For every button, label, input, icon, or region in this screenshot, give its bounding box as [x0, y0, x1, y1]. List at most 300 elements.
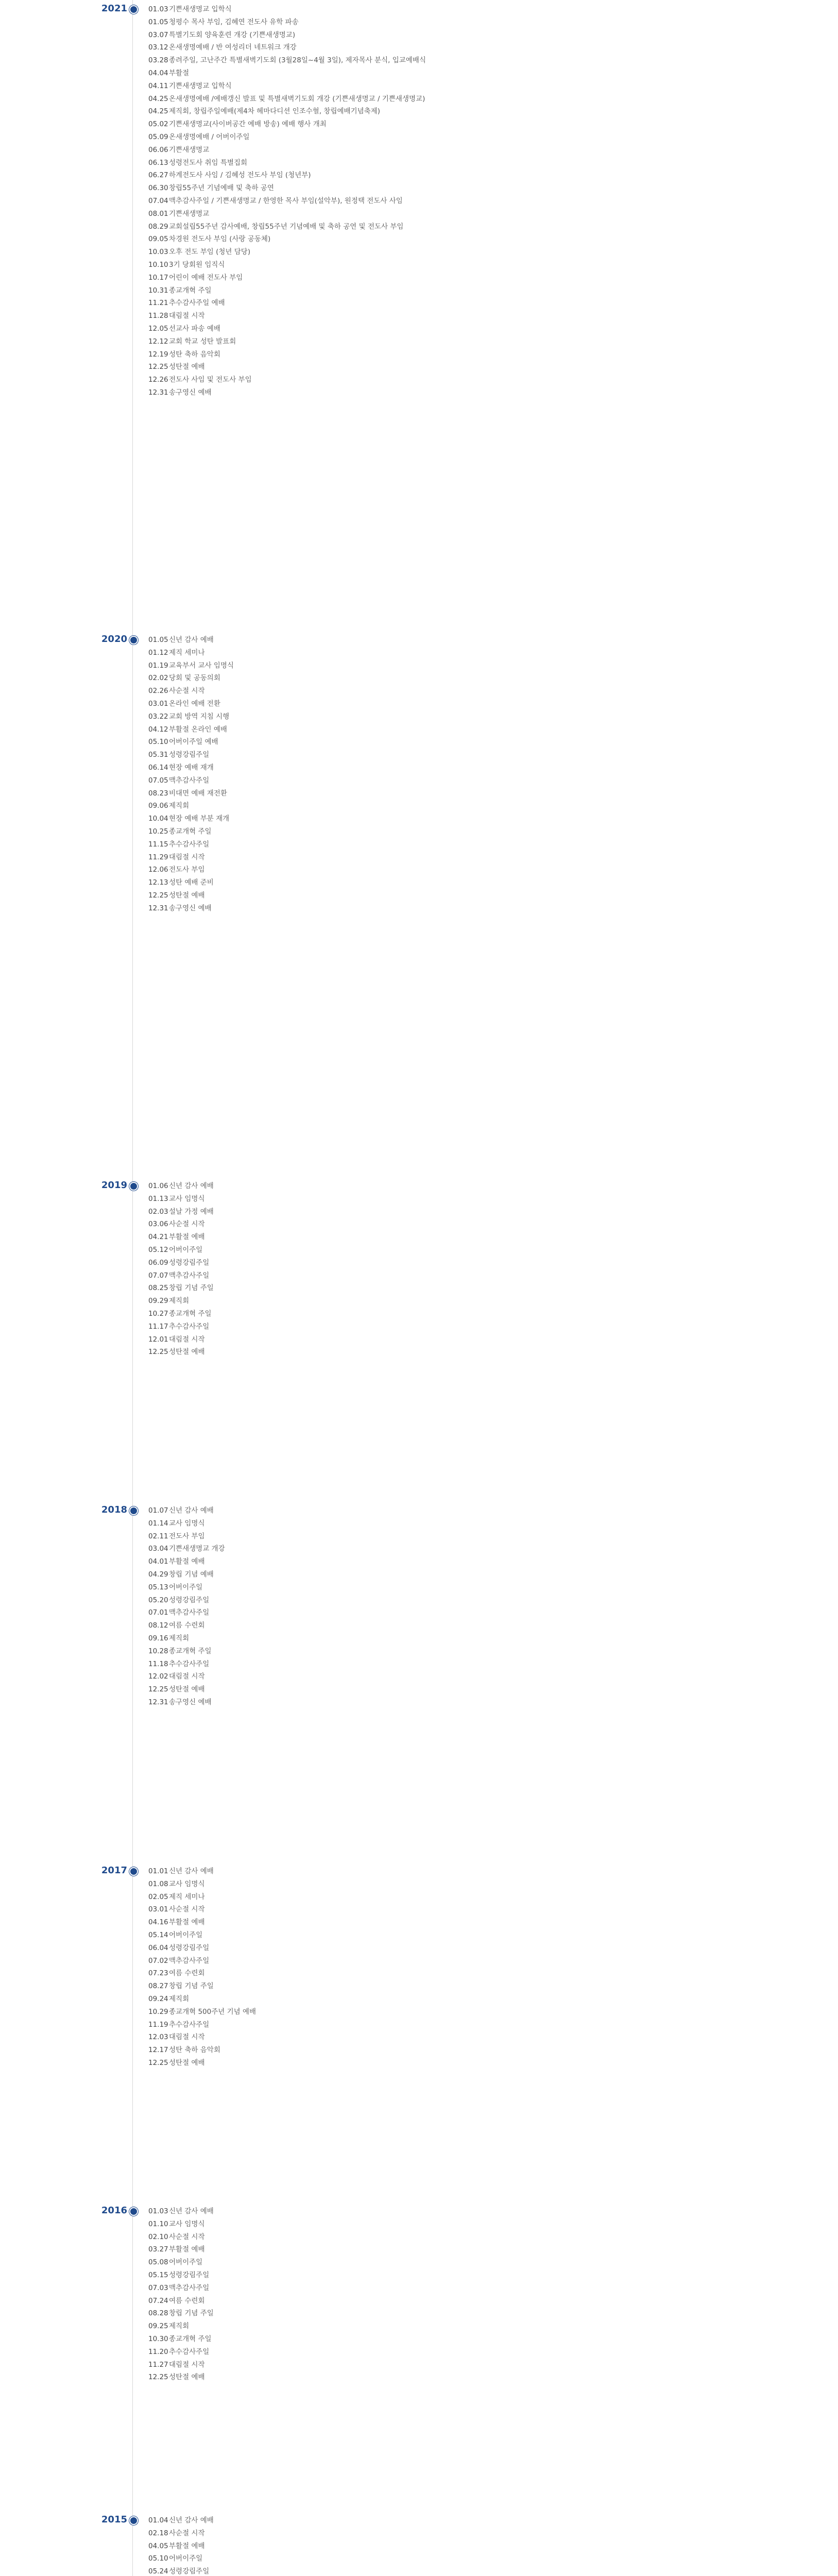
- entry-date: 12.02: [148, 1672, 168, 1681]
- entry-text: 전도사 부임: [169, 1532, 205, 1540]
- history-entry: [148, 800, 808, 812]
- entry-date: 05.14: [148, 1930, 168, 1939]
- entry-date: 02.10: [148, 2232, 168, 2241]
- history-entry: [148, 1193, 808, 1206]
- entry-text: 추수감사주일 예배: [169, 299, 225, 308]
- entry-text: 현장 예배 부분 재개: [169, 815, 230, 823]
- history-entry: [148, 2256, 808, 2269]
- year-heading: 2021: [101, 3, 127, 14]
- entry-date: 02.18: [148, 2529, 168, 2537]
- entry-text: 성탄절 예배: [169, 363, 205, 371]
- entry-text: 교사 임명식: [169, 1879, 205, 1888]
- history-entry: [148, 685, 808, 698]
- history-entry: [148, 2205, 808, 2218]
- entry-date: 09.25: [148, 2322, 168, 2331]
- history-entry: [148, 2540, 808, 2553]
- entry-date: 11.21: [148, 299, 168, 308]
- history-entry: [148, 374, 808, 386]
- entry-date: 12.26: [148, 376, 168, 384]
- entry-date: 04.21: [148, 1233, 168, 1242]
- entry-text: 맥추감사주일: [169, 1271, 210, 1280]
- history-entry: [148, 2552, 808, 2565]
- entry-text: 제직회: [169, 2322, 190, 2331]
- entry-date: 04.12: [148, 725, 168, 734]
- entry-date: 03.06: [148, 1220, 168, 1229]
- entry-date: 01.10: [148, 2219, 168, 2228]
- entry-text: 제직회: [169, 802, 190, 810]
- history-entry: [148, 29, 808, 42]
- entry-date: 04.01: [148, 1557, 168, 1566]
- entry-text: 하계전도사 사임 / 김혜성 전도사 부임 (청년부): [169, 171, 311, 180]
- entry-date: 01.03: [148, 2207, 168, 2215]
- entry-date: 12.25: [148, 2058, 168, 2067]
- entry-text: 송구영신 예배: [169, 388, 212, 397]
- entry-text: 부활절 예배: [169, 2541, 205, 2550]
- entry-text: 차경원 전도사 부임 (사랑 공동체): [169, 235, 271, 244]
- timeline-axis: [132, 0, 133, 2576]
- entry-text: 교회 방역 지침 시행: [169, 712, 230, 721]
- entry-text: 성탄절 예배: [169, 2373, 205, 2382]
- entry-text: 당회 및 공동의회: [169, 674, 220, 683]
- entry-date: 03.07: [148, 30, 168, 39]
- entry-text: 교사 임명식: [169, 1194, 205, 1203]
- entry-text: 기쁜새생명교: [169, 145, 210, 154]
- entry-text: 신년 감사 예배: [169, 2516, 214, 2524]
- history-entry: [148, 863, 808, 876]
- entry-date: 04.25: [148, 107, 168, 116]
- history-entry: [148, 1619, 808, 1632]
- history-entry: [148, 2346, 808, 2359]
- history-entry: [148, 736, 808, 749]
- history-entry: [148, 698, 808, 710]
- entry-text: 추수감사주일: [169, 1659, 210, 1668]
- entry-date: 03.01: [148, 699, 168, 708]
- history-entry: [148, 1955, 808, 1968]
- history-entry: [148, 876, 808, 889]
- entry-date: 08.12: [148, 1621, 168, 1630]
- history-entry: [148, 2514, 808, 2527]
- year-entries: [148, 634, 808, 915]
- entry-date: 05.09: [148, 132, 168, 141]
- history-entry: [148, 259, 808, 272]
- history-entry: [148, 54, 808, 67]
- entry-date: 10.25: [148, 827, 168, 836]
- entry-date: 10.10: [148, 260, 168, 269]
- entry-text: 여름 수련회: [169, 1621, 205, 1630]
- entry-text: 추수감사주일: [169, 2020, 210, 2029]
- entry-text: 성탄 축하 음악회: [169, 350, 220, 359]
- entry-date: 11.29: [148, 853, 168, 861]
- entry-text: 신년 감사 예배: [169, 1182, 214, 1190]
- history-entry: [148, 1865, 808, 1878]
- entry-date: 07.05: [148, 776, 168, 785]
- entry-date: 07.24: [148, 2296, 168, 2305]
- history-entry: [148, 1942, 808, 1955]
- entry-text: 대림절 시작: [169, 2360, 205, 2369]
- history-entry: [148, 2243, 808, 2256]
- entry-date: 07.07: [148, 1271, 168, 1280]
- entry-date: 04.16: [148, 1918, 168, 1927]
- history-entry: [148, 233, 808, 246]
- history-entry: [148, 2218, 808, 2231]
- entry-date: 09.24: [148, 1994, 168, 2003]
- entry-text: 종교개혁 주일: [169, 286, 212, 295]
- history-entry: [148, 647, 808, 659]
- entry-text: 기쁜새생명교 입학식: [169, 81, 232, 90]
- entry-text: 신년 감사 예배: [169, 1867, 214, 1875]
- entry-text: 대림절 시작: [169, 2033, 205, 2042]
- entry-date: 03.12: [148, 43, 168, 52]
- entry-text: 청평수 목사 부임, 김혜연 전도사 유학 파송: [169, 18, 299, 26]
- entry-text: 선교사 파송 예배: [169, 324, 220, 333]
- entry-date: 07.04: [148, 196, 168, 205]
- entry-date: 05.31: [148, 751, 168, 759]
- entry-text: 특별기도회 양육훈련 개강 (기쁜새생명교): [169, 30, 296, 39]
- entry-text: 제직회, 창립주일예배(제4차 헤마다디션 인조수혈, 창립예배기념축제): [169, 107, 381, 116]
- history-entry: [148, 169, 808, 182]
- entry-text: 어버이주일: [169, 1245, 203, 1254]
- entry-text: 제직회: [169, 1634, 190, 1642]
- entry-date: 08.29: [148, 222, 168, 231]
- entry-date: 06.27: [148, 171, 168, 180]
- year-marker-dot: [129, 2207, 138, 2216]
- entry-date: 05.10: [148, 2554, 168, 2563]
- entry-text: 사순절 시작: [169, 1905, 205, 1914]
- entry-date: 12.25: [148, 363, 168, 371]
- year-heading: 2017: [101, 1865, 127, 1876]
- entry-date: 11.27: [148, 2360, 168, 2369]
- entry-date: 07.23: [148, 1969, 168, 1978]
- entry-date: 07.02: [148, 1956, 168, 1965]
- entry-date: 03.27: [148, 2245, 168, 2254]
- history-entry: [148, 2359, 808, 2371]
- entry-date: 01.19: [148, 661, 168, 670]
- entry-date: 08.01: [148, 209, 168, 218]
- history-entry: [148, 749, 808, 761]
- history-entry: [148, 297, 808, 310]
- entry-text: 성령강림주일: [169, 2270, 210, 2279]
- entry-date: 01.08: [148, 1879, 168, 1888]
- year-entries: [148, 1865, 808, 2070]
- entry-text: 맥추감사주일: [169, 1608, 210, 1617]
- entry-text: 사순절 시작: [169, 687, 205, 696]
- entry-date: 07.03: [148, 2283, 168, 2292]
- entry-date: 02.11: [148, 1532, 168, 1540]
- history-entry: [148, 41, 808, 54]
- entry-text: 부활절 온라인 예배: [169, 725, 227, 734]
- year-heading: 2018: [101, 1504, 127, 1515]
- history-entry: [148, 2057, 808, 2070]
- history-entry: [148, 1333, 808, 1346]
- history-entry: [148, 195, 808, 208]
- entry-text: 기쁜새생명교(사이버공간 예배 방송) 예배 행사 개최: [169, 120, 327, 129]
- entry-text: 부활절 예배: [169, 2245, 205, 2254]
- entry-text: 성탄절 예배: [169, 1348, 205, 1357]
- entry-date: 02.26: [148, 687, 168, 696]
- entry-date: 10.04: [148, 815, 168, 823]
- entry-date: 10.03: [148, 248, 168, 257]
- entry-text: 교회설립55주년 감사예배, 창립55주년 기념예배 및 축하 공연 및 전도사 부임: [169, 222, 404, 231]
- history-entry: [148, 1269, 808, 1282]
- entry-date: 01.13: [148, 1194, 168, 1203]
- entry-date: 02.05: [148, 1892, 168, 1901]
- history-entry: [148, 310, 808, 323]
- entry-text: 창립 기념 예배: [169, 1570, 214, 1579]
- entry-date: 11.20: [148, 2347, 168, 2356]
- entry-date: 10.29: [148, 2007, 168, 2016]
- year-entries: [148, 1504, 808, 1709]
- entry-text: 종교개혁 주일: [169, 827, 212, 836]
- entry-date: 12.19: [148, 350, 168, 359]
- history-entry: [148, 284, 808, 297]
- entry-date: 10.28: [148, 1647, 168, 1655]
- entry-text: 신년 감사 예배: [169, 636, 214, 644]
- history-entry: [148, 659, 808, 672]
- history-entry: [148, 2371, 808, 2384]
- entry-date: 12.25: [148, 1685, 168, 1694]
- entry-date: 06.14: [148, 763, 168, 772]
- year-heading: 2015: [101, 2514, 127, 2525]
- entry-date: 12.31: [148, 388, 168, 397]
- entry-text: 어버이주일 예배: [169, 738, 218, 747]
- entry-date: 09.06: [148, 802, 168, 810]
- entry-text: 제직회: [169, 1297, 190, 1306]
- entry-date: 12.25: [148, 891, 168, 900]
- entry-date: 01.07: [148, 1506, 168, 1515]
- entry-date: 05.08: [148, 2258, 168, 2267]
- history-entry: [148, 16, 808, 29]
- entry-text: 온새생명예배 / 어버이주일: [169, 132, 250, 141]
- history-entry: [148, 2019, 808, 2031]
- entry-text: 성령강림주일: [169, 1943, 210, 1952]
- entry-text: 부활절 예배: [169, 1918, 205, 1927]
- history-entry: [148, 812, 808, 825]
- history-entry: [148, 2320, 808, 2333]
- entry-date: 01.03: [148, 5, 168, 13]
- history-entry: [148, 1903, 808, 1916]
- history-entry: [148, 182, 808, 195]
- entry-text: 기쁜새생명교 입학식: [169, 5, 232, 13]
- entry-text: 종교개혁 주일: [169, 1309, 212, 1318]
- history-entry: [148, 1517, 808, 1530]
- entry-text: 성령강림주일: [169, 2567, 210, 2576]
- entry-text: 오후 전도 부임 (청년 담당): [169, 248, 251, 257]
- entry-text: 창립 기념 주일: [169, 1284, 214, 1293]
- entry-text: 종교개혁 주일: [169, 1647, 212, 1655]
- history-entry: [148, 1308, 808, 1320]
- entry-date: 05.13: [148, 1583, 168, 1591]
- entry-text: 성탄 축하 음악회: [169, 2046, 220, 2055]
- history-entry: [148, 2006, 808, 2019]
- entry-text: 신년 감사 예배: [169, 2207, 214, 2215]
- entry-text: 사순절 시작: [169, 1220, 205, 1229]
- entry-text: 성령강림주일: [169, 1258, 210, 1267]
- history-entry: [148, 246, 808, 259]
- history-entry: [148, 1320, 808, 1333]
- history-entry: [148, 1594, 808, 1607]
- entry-date: 01.01: [148, 1867, 168, 1875]
- entry-date: 06.30: [148, 184, 168, 193]
- history-entry: [148, 348, 808, 361]
- entry-date: 05.02: [148, 120, 168, 129]
- entry-text: 부활절: [169, 69, 190, 77]
- entry-text: 어린이 예배 전도사 부임: [169, 273, 243, 282]
- entry-text: 여름 수련회: [169, 2296, 205, 2305]
- entry-text: 설날 가정 예배: [169, 1207, 214, 1216]
- entry-text: 교사 임명식: [169, 2219, 205, 2228]
- entry-text: 교회 학교 성탄 발표회: [169, 337, 236, 346]
- entry-text: 창립 기념 주일: [169, 2309, 214, 2318]
- entry-date: 03.22: [148, 712, 168, 721]
- entry-text: 성탄절 예배: [169, 891, 205, 900]
- history-entry: [148, 2231, 808, 2244]
- entry-text: 제직 세미나: [169, 1892, 205, 1901]
- entry-date: 05.12: [148, 1245, 168, 1254]
- entry-text: 맥추감사주일 / 기쁜새생명교 / 한영한 목사 부임(설악부), 원정택 전도사 사임: [169, 196, 403, 205]
- history-entry: [148, 1878, 808, 1891]
- history-entry: [148, 1282, 808, 1295]
- entry-text: 창립55주년 기념예배 및 축하 공연: [169, 184, 274, 193]
- history-entry: [148, 1929, 808, 1942]
- entry-date: 11.15: [148, 840, 168, 849]
- year-heading: 2020: [101, 634, 127, 645]
- history-entry: [148, 67, 808, 80]
- entry-date: 04.25: [148, 94, 168, 103]
- entry-date: 12.03: [148, 2033, 168, 2042]
- history-entry: [148, 902, 808, 915]
- entry-date: 12.12: [148, 337, 168, 346]
- year-entries: [148, 2514, 808, 2576]
- entry-date: 06.13: [148, 158, 168, 167]
- history-entry: [148, 80, 808, 93]
- entry-date: 01.06: [148, 1182, 168, 1190]
- entry-text: 부활절 예배: [169, 1557, 205, 1566]
- history-entry: [148, 386, 808, 399]
- entry-date: 10.17: [148, 273, 168, 282]
- entry-date: 10.27: [148, 1309, 168, 1318]
- entry-text: 송구영신 예배: [169, 904, 212, 912]
- history-entry: [148, 2307, 808, 2320]
- year-marker-dot: [129, 2516, 138, 2525]
- entry-text: 교육부서 교사 임명식: [169, 661, 234, 670]
- history-entry: [148, 723, 808, 736]
- entry-date: 09.16: [148, 1634, 168, 1642]
- entry-date: 04.04: [148, 69, 168, 77]
- history-entry: [148, 761, 808, 774]
- year-entries: [148, 3, 808, 399]
- entry-date: 03.01: [148, 1905, 168, 1914]
- entry-date: 08.23: [148, 789, 168, 798]
- year-heading: 2016: [101, 2205, 127, 2216]
- history-entry: [148, 774, 808, 787]
- history-entry: [148, 634, 808, 647]
- history-entry: [148, 1244, 808, 1257]
- history-entry: [148, 361, 808, 374]
- entry-text: 부활절 예배: [169, 1233, 205, 1242]
- entry-text: 기쁜새생명교: [169, 209, 210, 218]
- entry-text: 교사 임명식: [169, 1519, 205, 1528]
- history-entry: [148, 838, 808, 851]
- entry-date: 04.29: [148, 1570, 168, 1579]
- history-entry: [148, 221, 808, 233]
- entry-date: 12.13: [148, 878, 168, 887]
- history-entry: [148, 1206, 808, 1218]
- entry-text: 종려주일, 고난주간 특별새벽기도회 (3월28일~4월 3일), 제자목사 분식, 입교예배식: [169, 56, 426, 65]
- history-entry: [148, 1568, 808, 1581]
- history-entry: [148, 323, 808, 335]
- year-marker-dot: [129, 1182, 138, 1191]
- entry-text: 전도사 사임 및 전도사 부임: [169, 376, 252, 384]
- history-entry: [148, 3, 808, 16]
- entry-text: 대림절 시작: [169, 853, 205, 861]
- entry-date: 11.18: [148, 1659, 168, 1668]
- entry-date: 08.25: [148, 1284, 168, 1293]
- entry-text: 대림절 시작: [169, 1335, 205, 1344]
- history-entry: [148, 851, 808, 864]
- entry-date: 06.09: [148, 1258, 168, 1267]
- history-entry: [148, 1504, 808, 1517]
- entry-date: 08.28: [148, 2309, 168, 2318]
- entry-date: 10.30: [148, 2334, 168, 2343]
- history-entry: [148, 1555, 808, 1568]
- entry-date: 11.17: [148, 1322, 168, 1331]
- entry-text: 성탄절 예배: [169, 1685, 205, 1694]
- history-entry: [148, 672, 808, 685]
- entry-date: 12.01: [148, 1335, 168, 1344]
- history-entry: [148, 272, 808, 284]
- entry-text: 사순절 시작: [169, 2232, 205, 2241]
- history-entry: [148, 1257, 808, 1269]
- history-entry: [148, 144, 808, 157]
- entry-text: 성령강림주일: [169, 1596, 210, 1604]
- entry-text: 비대면 예배 재전환: [169, 789, 227, 798]
- entry-text: 여름 수련회: [169, 1969, 205, 1978]
- entry-text: 기쁜새생명교 개강: [169, 1545, 225, 1553]
- entry-date: 09.29: [148, 1297, 168, 1306]
- entry-date: 02.02: [148, 674, 168, 683]
- history-entry: [148, 2282, 808, 2295]
- entry-text: 제직회: [169, 1994, 190, 2003]
- year-heading: 2019: [101, 1180, 127, 1191]
- entry-date: 03.04: [148, 1545, 168, 1553]
- history-entry: [148, 1916, 808, 1929]
- history-entry: [148, 1683, 808, 1696]
- entry-date: 12.25: [148, 1348, 168, 1357]
- history-entry: [148, 2565, 808, 2576]
- entry-text: 종교개혁 주일: [169, 2334, 212, 2343]
- history-entry: [148, 2044, 808, 2057]
- history-entry: [148, 2295, 808, 2308]
- year-marker-dot: [129, 5, 138, 14]
- history-entry: [148, 2269, 808, 2282]
- entry-date: 09.05: [148, 235, 168, 244]
- entry-text: 현장 예배 재개: [169, 763, 214, 772]
- entry-text: 성탄 예배 준비: [169, 878, 214, 887]
- history-entry: [148, 131, 808, 144]
- entry-date: 06.06: [148, 145, 168, 154]
- entry-text: 추수감사주일: [169, 840, 210, 849]
- history-entry: [148, 2031, 808, 2044]
- entry-text: 성령강림주일: [169, 751, 210, 759]
- entry-date: 05.20: [148, 1596, 168, 1604]
- history-entry: [148, 1180, 808, 1193]
- history-entry: [148, 1993, 808, 2006]
- entry-date: 12.06: [148, 866, 168, 874]
- entry-date: 04.05: [148, 2541, 168, 2550]
- entry-date: 08.27: [148, 1982, 168, 1991]
- entry-date: 01.05: [148, 636, 168, 644]
- entry-date: 11.19: [148, 2020, 168, 2029]
